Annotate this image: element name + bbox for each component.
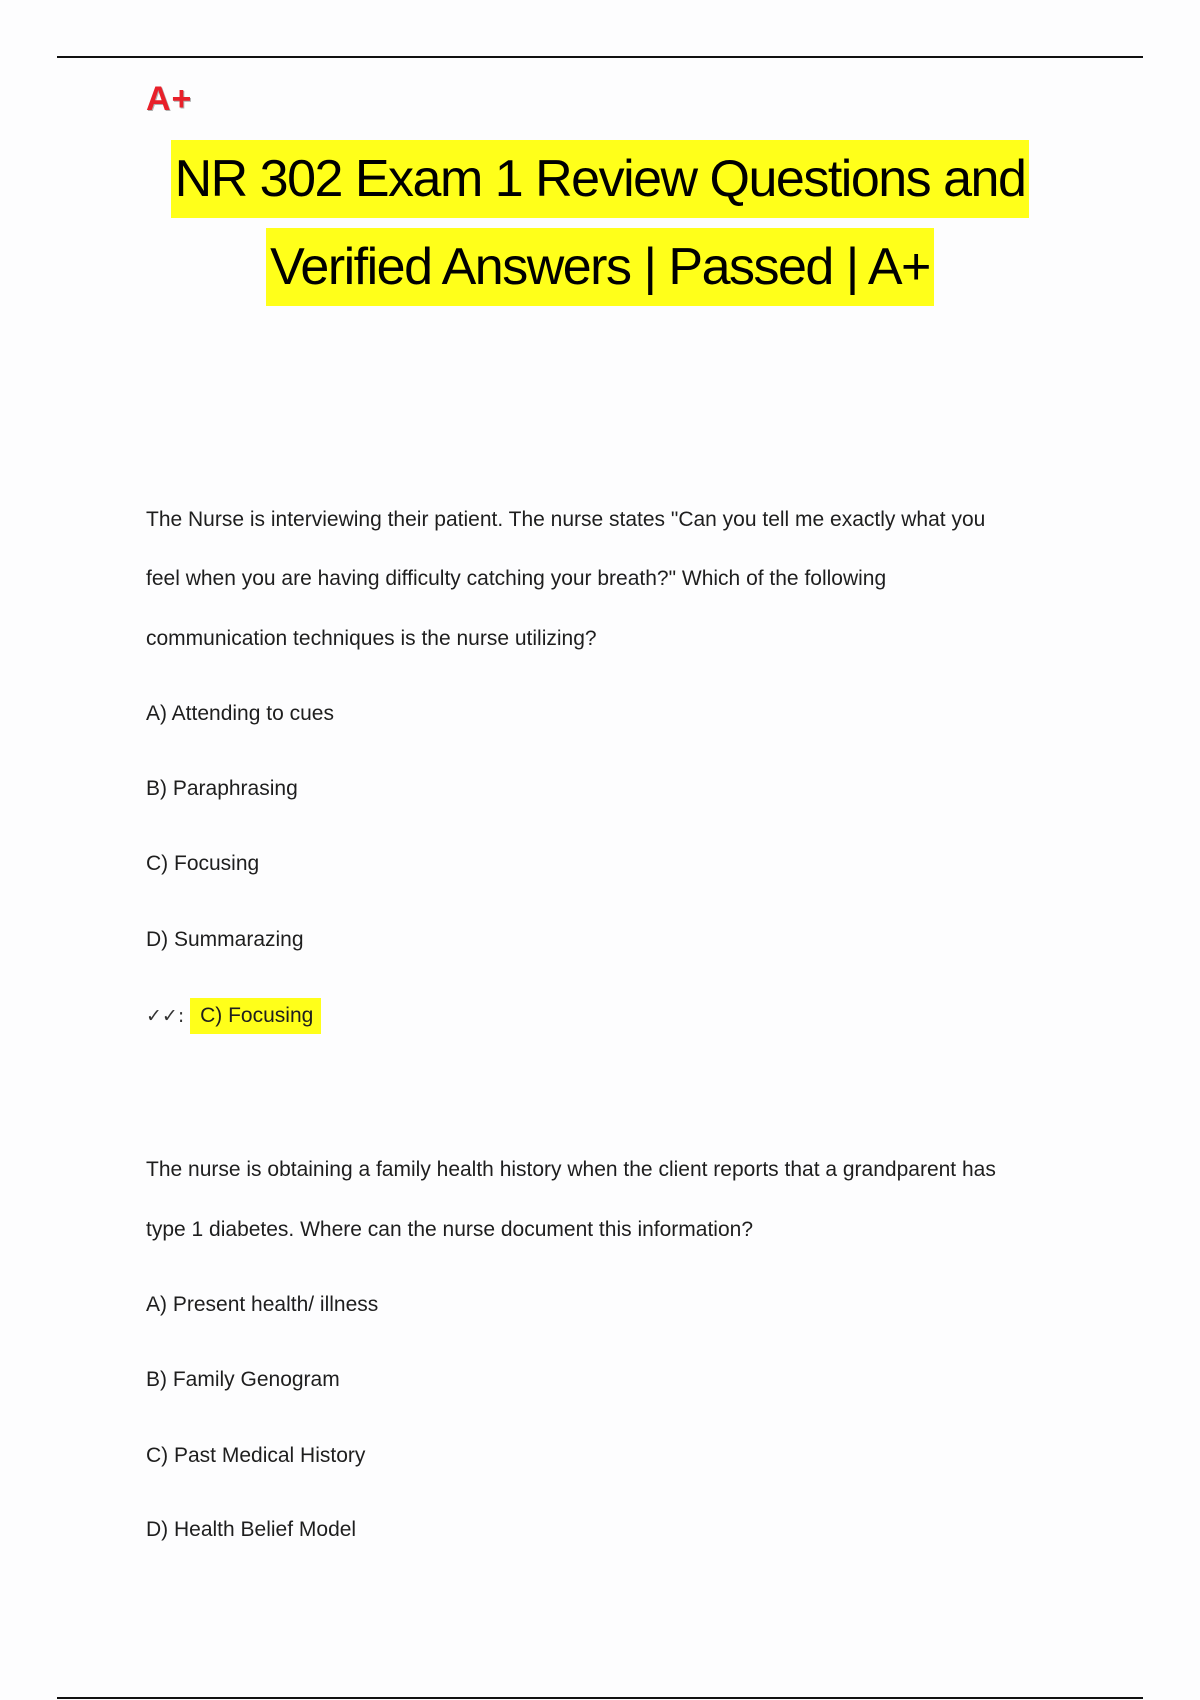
question-1-stem-line-1: The Nurse is interviewing their patient. The nurse states "Can you tell me exactly what you (146, 508, 986, 531)
question-2-option-a: A) Present health/ illness (146, 1293, 379, 1316)
question-1-answer (146, 998, 321, 1034)
question-2-option-c: C) Past Medical History (146, 1444, 366, 1467)
question-2-stem-line-1: The nurse is obtaining a family health history when the client reports that a grandparent has (146, 1158, 996, 1181)
title-line-1: NR 302 Exam 1 Review Questions and (171, 140, 1030, 218)
question-2-option-d: D) Health Belief Model (146, 1518, 357, 1541)
document-title (0, 140, 1200, 306)
question-1-stem-line-3: communication techniques is the nurse utilizing? (146, 627, 597, 650)
top-rule (57, 56, 1143, 58)
bottom-rule (57, 1697, 1143, 1699)
question-1-option-c: C) Focusing (146, 852, 260, 875)
question-1-option-b: B) Paraphrasing (146, 777, 298, 800)
question-2-option-b: B) Family Genogram (146, 1368, 340, 1391)
title-line-2: Verified Answers | Passed | A+ (266, 228, 934, 306)
grade-mark-logo: A+ (146, 80, 193, 118)
double-check-icon: ✓✓: (146, 1005, 185, 1027)
question-1-answer-value: C) Focusing (190, 998, 321, 1034)
question-2-stem-line-2: type 1 diabetes. Where can the nurse document this information? (146, 1218, 754, 1241)
question-1-option-a: A) Attending to cues (146, 702, 334, 725)
question-1-stem-line-2: feel when you are having difficulty catching your breath?" Which of the following (146, 567, 887, 590)
question-1-option-d: D) Summarazing (146, 928, 304, 951)
